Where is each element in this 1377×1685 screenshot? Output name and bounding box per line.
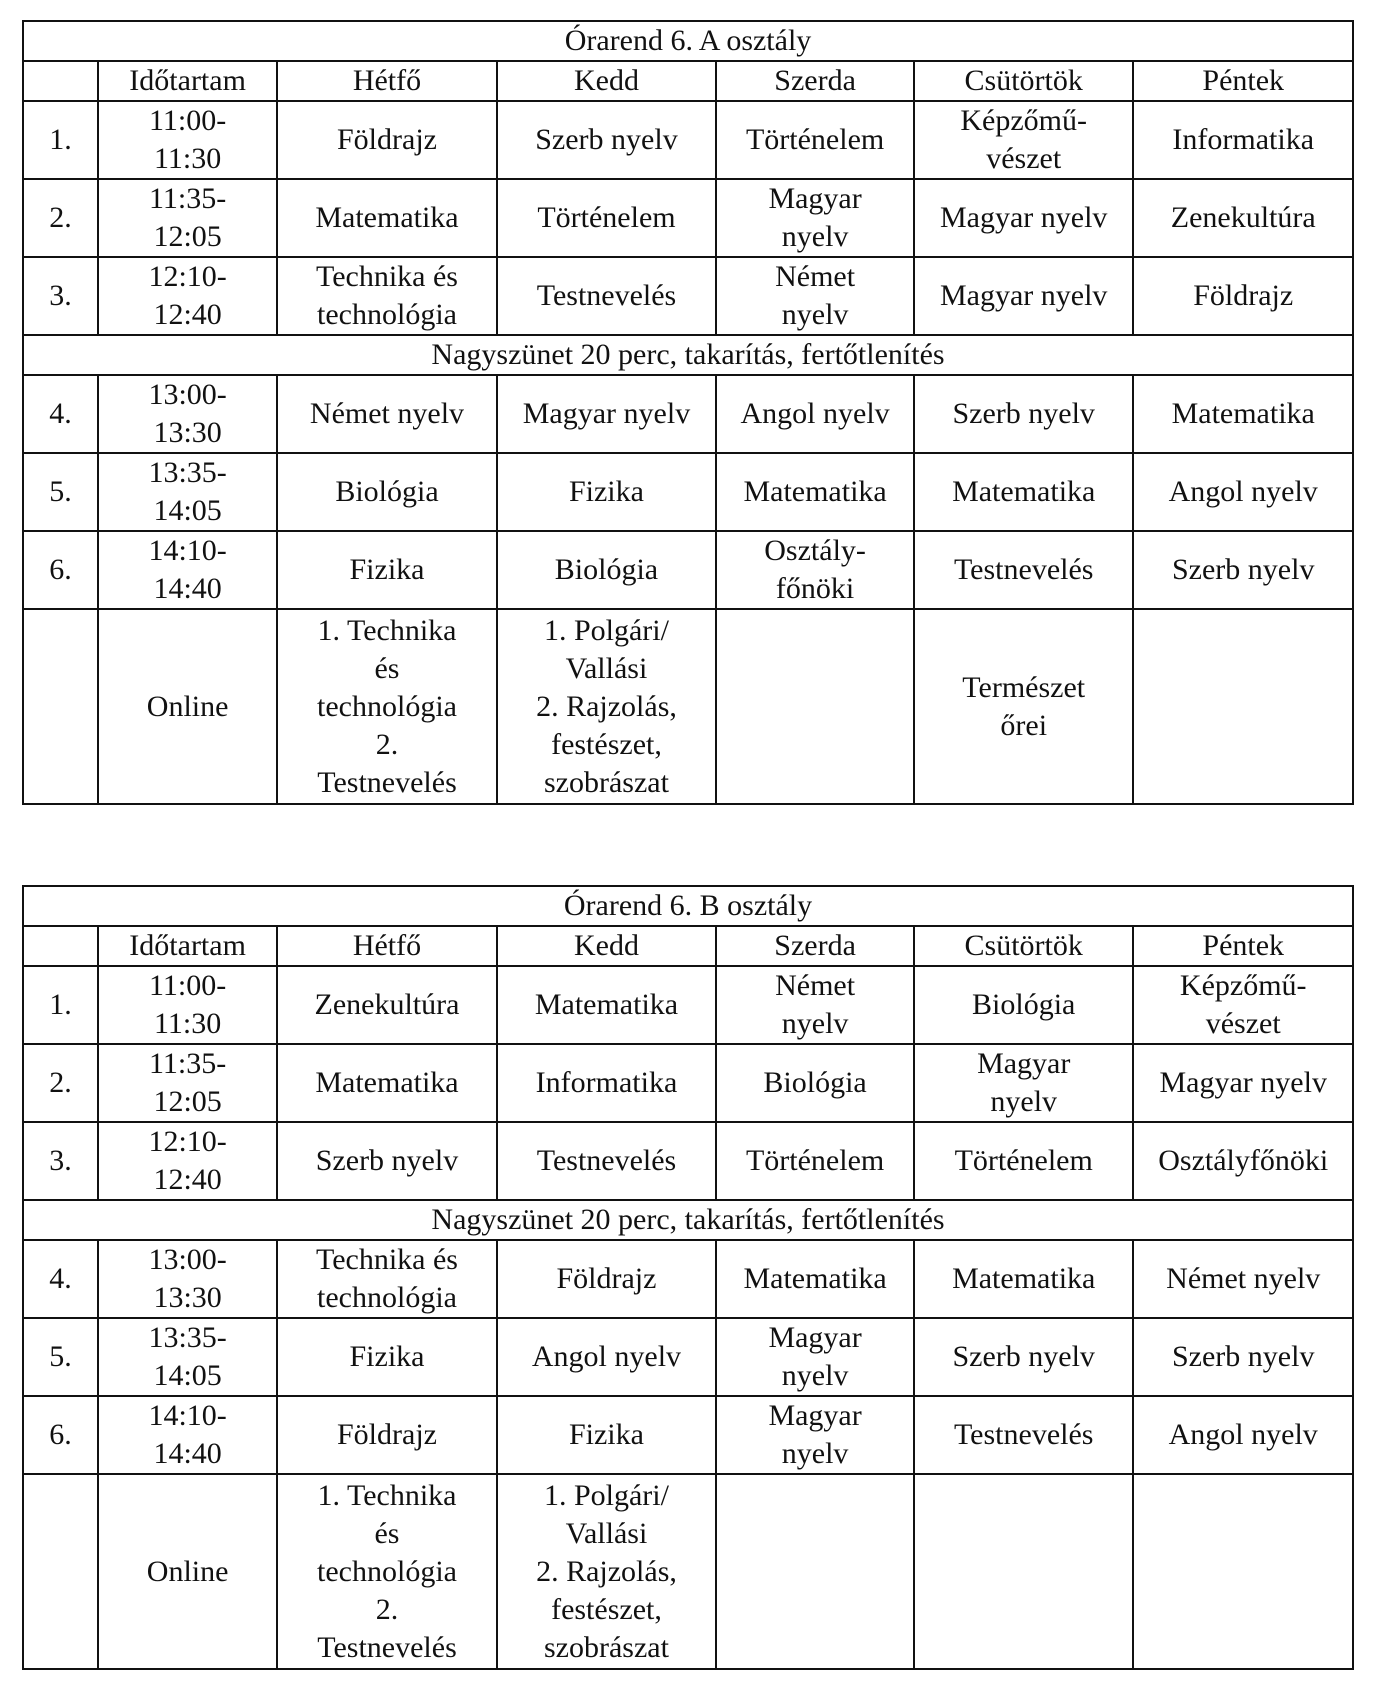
table-row (23, 1240, 1353, 1318)
subject-cell: Matematika (497, 966, 716, 1044)
subject-cell: Matematika (716, 1240, 914, 1318)
break-row: Nagyszünet 20 perc, takarítás, fertőtlenítés (23, 335, 1353, 375)
time-slot: 14:10- 14:40 (98, 531, 277, 609)
subject-cell: Képzőmű- vészet (1133, 966, 1353, 1044)
period-number: 5. (23, 1318, 98, 1396)
table-row (23, 531, 1353, 609)
time-slot: 11:35- 12:05 (98, 1044, 277, 1122)
subject-cell: Matematika (1133, 375, 1353, 453)
header-cell: Csütörtök (914, 926, 1133, 966)
online-cell (914, 1474, 1133, 1669)
period-number: 4. (23, 1240, 98, 1318)
subject-cell: Biológia (277, 453, 496, 531)
subject-cell: Technika és technológia (277, 1240, 496, 1318)
header-cell: Időtartam (98, 61, 277, 101)
subject-cell: Földrajz (497, 1240, 716, 1318)
online-cell (716, 609, 914, 804)
time-slot: 13:35- 14:05 (98, 453, 277, 531)
table-row (23, 453, 1353, 531)
subject-cell: Matematika (277, 179, 496, 257)
time-slot: 13:00- 13:30 (98, 375, 277, 453)
break-row: Nagyszünet 20 perc, takarítás, fertőtlenítés (23, 1200, 1353, 1240)
period-number: 2. (23, 179, 98, 257)
table-title: Órarend 6. A osztály (23, 21, 1353, 61)
subject-cell: Fizika (277, 1318, 496, 1396)
period-number: 2. (23, 1044, 98, 1122)
table-row (23, 1318, 1353, 1396)
subject-cell: Földrajz (277, 1396, 496, 1474)
subject-cell: Osztályfőnöki (1133, 1122, 1353, 1200)
header-cell: Szerda (716, 926, 914, 966)
table-row (23, 257, 1353, 335)
subject-cell: Német nyelv (277, 375, 496, 453)
online-cell (1133, 1474, 1353, 1669)
time-slot: 12:10- 12:40 (98, 257, 277, 335)
subject-cell: Német nyelv (716, 257, 914, 335)
subject-cell: Fizika (497, 1396, 716, 1474)
online-cell (716, 1474, 914, 1669)
table-row (23, 179, 1353, 257)
subject-cell: Osztály- főnöki (716, 531, 914, 609)
period-number: 5. (23, 453, 98, 531)
subject-cell: Angol nyelv (716, 375, 914, 453)
subject-cell: Zenekultúra (1133, 179, 1353, 257)
subject-cell: Szerb nyelv (497, 101, 716, 179)
subject-cell: Képzőmű- vészet (914, 101, 1133, 179)
time-slot: 14:10- 14:40 (98, 1396, 277, 1474)
period-number: 3. (23, 257, 98, 335)
header-cell: Időtartam (98, 926, 277, 966)
online-cell: 1. Technika és technológia 2. Testnevelés (277, 609, 496, 804)
time-slot: 13:35- 14:05 (98, 1318, 277, 1396)
time-slot: 11:00- 11:30 (98, 101, 277, 179)
time-slot: 13:00- 13:30 (98, 1240, 277, 1318)
table-row (23, 101, 1353, 179)
subject-cell: Matematika (914, 1240, 1133, 1318)
header-cell: Hétfő (277, 61, 496, 101)
online-cell: Természet őrei (914, 609, 1133, 804)
subject-cell: Szerb nyelv (914, 1318, 1133, 1396)
online-cell: 1. Polgári/ Vallási 2. Rajzolás, festészet, szobrászat (497, 609, 716, 804)
online-row (23, 1474, 1353, 1669)
table-row (23, 375, 1353, 453)
online-cell (23, 609, 98, 804)
subject-cell: Magyar nyelv (716, 1318, 914, 1396)
time-slot: 11:00- 11:30 (98, 966, 277, 1044)
table-title: Órarend 6. B osztály (23, 886, 1353, 926)
header-cell: Kedd (497, 926, 716, 966)
table-row (23, 1122, 1353, 1200)
subject-cell: Földrajz (1133, 257, 1353, 335)
subject-cell: Zenekultúra (277, 966, 496, 1044)
subject-cell: Történelem (914, 1122, 1133, 1200)
subject-cell: Biológia (716, 1044, 914, 1122)
header-cell: Péntek (1133, 926, 1353, 966)
subject-cell: Földrajz (277, 101, 496, 179)
subject-cell: Magyar nyelv (914, 1044, 1133, 1122)
subject-cell: Informatika (497, 1044, 716, 1122)
header-cell: Szerda (716, 61, 914, 101)
timetable-6b (22, 885, 1354, 1670)
subject-cell: Német nyelv (1133, 1240, 1353, 1318)
subject-cell: Fizika (277, 531, 496, 609)
header-cell: Péntek (1133, 61, 1353, 101)
table-row (23, 1044, 1353, 1122)
subject-cell: Szerb nyelv (1133, 1318, 1353, 1396)
timetable-6a (22, 20, 1354, 805)
subject-cell: Testnevelés (497, 257, 716, 335)
subject-cell: Fizika (497, 453, 716, 531)
subject-cell: Testnevelés (914, 531, 1133, 609)
header-cell: Kedd (497, 61, 716, 101)
subject-cell: Magyar nyelv (497, 375, 716, 453)
subject-cell: Technika és technológia (277, 257, 496, 335)
subject-cell: Biológia (497, 531, 716, 609)
online-row (23, 609, 1353, 804)
header-cell: Csütörtök (914, 61, 1133, 101)
time-slot: 12:10- 12:40 (98, 1122, 277, 1200)
subject-cell: Történelem (716, 1122, 914, 1200)
period-number: 6. (23, 1396, 98, 1474)
header-cell (23, 61, 98, 101)
online-cell: 1. Technika és technológia 2. Testnevelés (277, 1474, 496, 1669)
online-label: Online (98, 609, 277, 804)
online-label: Online (98, 1474, 277, 1669)
subject-cell: Matematika (914, 453, 1133, 531)
period-number: 4. (23, 375, 98, 453)
time-slot: 11:35- 12:05 (98, 179, 277, 257)
online-cell (1133, 609, 1353, 804)
subject-cell: Magyar nyelv (914, 179, 1133, 257)
subject-cell: Informatika (1133, 101, 1353, 179)
subject-cell: Matematika (277, 1044, 496, 1122)
subject-cell: Angol nyelv (1133, 453, 1353, 531)
subject-cell: Magyar nyelv (1133, 1044, 1353, 1122)
subject-cell: Szerb nyelv (914, 375, 1133, 453)
subject-cell: Testnevelés (914, 1396, 1133, 1474)
subject-cell: Szerb nyelv (1133, 531, 1353, 609)
subject-cell: Biológia (914, 966, 1133, 1044)
header-cell (23, 926, 98, 966)
header-cell: Hétfő (277, 926, 496, 966)
subject-cell: Történelem (716, 101, 914, 179)
period-number: 1. (23, 101, 98, 179)
subject-cell: Szerb nyelv (277, 1122, 496, 1200)
subject-cell: Angol nyelv (1133, 1396, 1353, 1474)
subject-cell: Matematika (716, 453, 914, 531)
subject-cell: Német nyelv (716, 966, 914, 1044)
subject-cell: Angol nyelv (497, 1318, 716, 1396)
subject-cell: Testnevelés (497, 1122, 716, 1200)
table-row (23, 1396, 1353, 1474)
online-cell: 1. Polgári/ Vallási 2. Rajzolás, festészet, szobrászat (497, 1474, 716, 1669)
online-cell (23, 1474, 98, 1669)
subject-cell: Magyar nyelv (716, 1396, 914, 1474)
subject-cell: Történelem (497, 179, 716, 257)
period-number: 6. (23, 531, 98, 609)
period-number: 3. (23, 1122, 98, 1200)
table-row (23, 966, 1353, 1044)
period-number: 1. (23, 966, 98, 1044)
subject-cell: Magyar nyelv (716, 179, 914, 257)
subject-cell: Magyar nyelv (914, 257, 1133, 335)
